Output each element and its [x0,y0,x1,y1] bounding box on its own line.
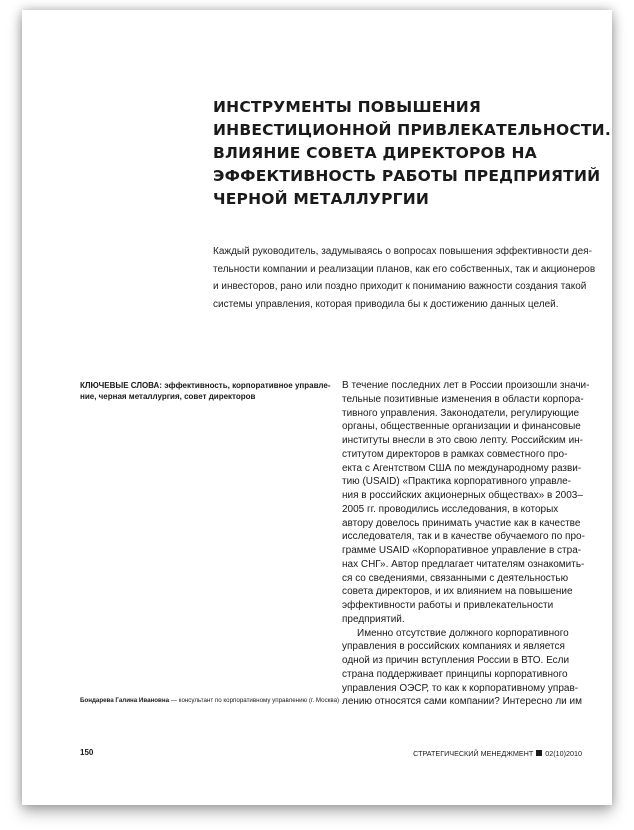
article-title [213,96,611,211]
title-line: ИНВЕСТИЦИОННОЙ ПРИВЛЕКАТЕЛЬНОСТИ. [213,121,611,139]
body-line: ния в российских акционерных обществах» в 2003– [342,490,583,501]
body-line: 2005 гг. проводились исследования, в которых [342,503,559,515]
author-info [80,697,339,704]
lead-line: тельности компании и реализации планов, как его собственных, так и акционеров [213,263,596,275]
issue-number: 02(10)2010 [545,749,582,758]
author-description: — консультант по корпоративному управлению (г. Москва) [169,697,340,704]
body-line: В течение последних лет в России произошли значи- [342,380,590,391]
body-line: совета директоров, и их влиянием на повышение [342,586,573,598]
body-line: автору довелось принимать участие как в качестве [342,517,581,529]
body-line: управления ОЭСР, то как к корпоративному управ- [342,682,579,694]
body-line: тельные позитивные изменения в области корпора- [342,393,584,405]
journal-footer [413,749,582,758]
title-line: ВЛИЯНИЕ СОВЕТА ДИРЕКТОРОВ НА [213,144,537,162]
keywords-line: ние, черная металлургия, совет директоров [80,392,256,401]
body-line: тию (USAID) «Практика корпоративного управле- [342,476,572,488]
lead-line: системы управления, которая приводила бы к достижению данных целей. [213,298,559,310]
body-line: предприятий. [342,613,405,625]
body-line: ся со сведениями, связанными с деятельностью [342,572,569,584]
body-line: управления в российских компаниях и является [342,641,565,653]
article-lead [213,243,603,313]
body-line: исследователя, так и в качестве обучаемого по про- [342,531,585,543]
lead-line: Каждый руководитель, задумываясь о вопросах повышения эффективности дея- [213,246,592,257]
title-line: ИНСТРУМЕНТЫ ПОВЫШЕНИЯ [213,98,482,116]
title-line: ЭФФЕКТИВНОСТЬ РАБОТЫ ПРЕДПРИЯТИЙ [213,167,601,185]
body-line: тивного управления. Законодатели, регулирующие [342,407,580,419]
square-separator-icon [536,750,542,756]
body-line: институты внесли в это свою лепту. Российским ин- [342,435,584,446]
lead-line: и инвесторов, рано или поздно приходит к пониманию важности создания такой [213,281,587,292]
body-line: ститутом директоров в рамках совместного про- [342,448,568,460]
article-body [342,379,602,709]
body-line: грамме USAID «Корпоративное управление в стра- [342,545,582,556]
body-line: екта с Агентством США по международному разви- [342,462,582,474]
keywords [80,380,331,402]
journal-page [22,10,612,805]
page-number: 150 [80,748,94,757]
body-line: одной из причин вступления России в ВТО. Если [342,655,570,666]
body-line: эффективности работы и привлекательности [342,600,554,611]
body-line: органы, общественные организации и финансовые [342,421,581,433]
title-line: ЧЕРНОЙ МЕТАЛЛУРГИИ [213,190,430,208]
body-line: нах СНГ». Автор предлагает читателям ознакомить- [342,558,585,570]
body-line: лению относятся сами компании? Интересно ли им [342,696,582,708]
journal-name: СТРАТЕГИЧЕСКИЙ МЕНЕДЖМЕНТ [413,749,534,758]
keywords-line: КЛЮЧЕВЫЕ СЛОВА: эффективность, корпоративное управле- [80,381,331,390]
author-name: Бондарева Галина Ивановна [80,697,170,704]
body-line: Именно отсутствие должного корпоративного [357,627,569,639]
body-line: страна поддерживает принципы корпоративного [342,668,568,680]
